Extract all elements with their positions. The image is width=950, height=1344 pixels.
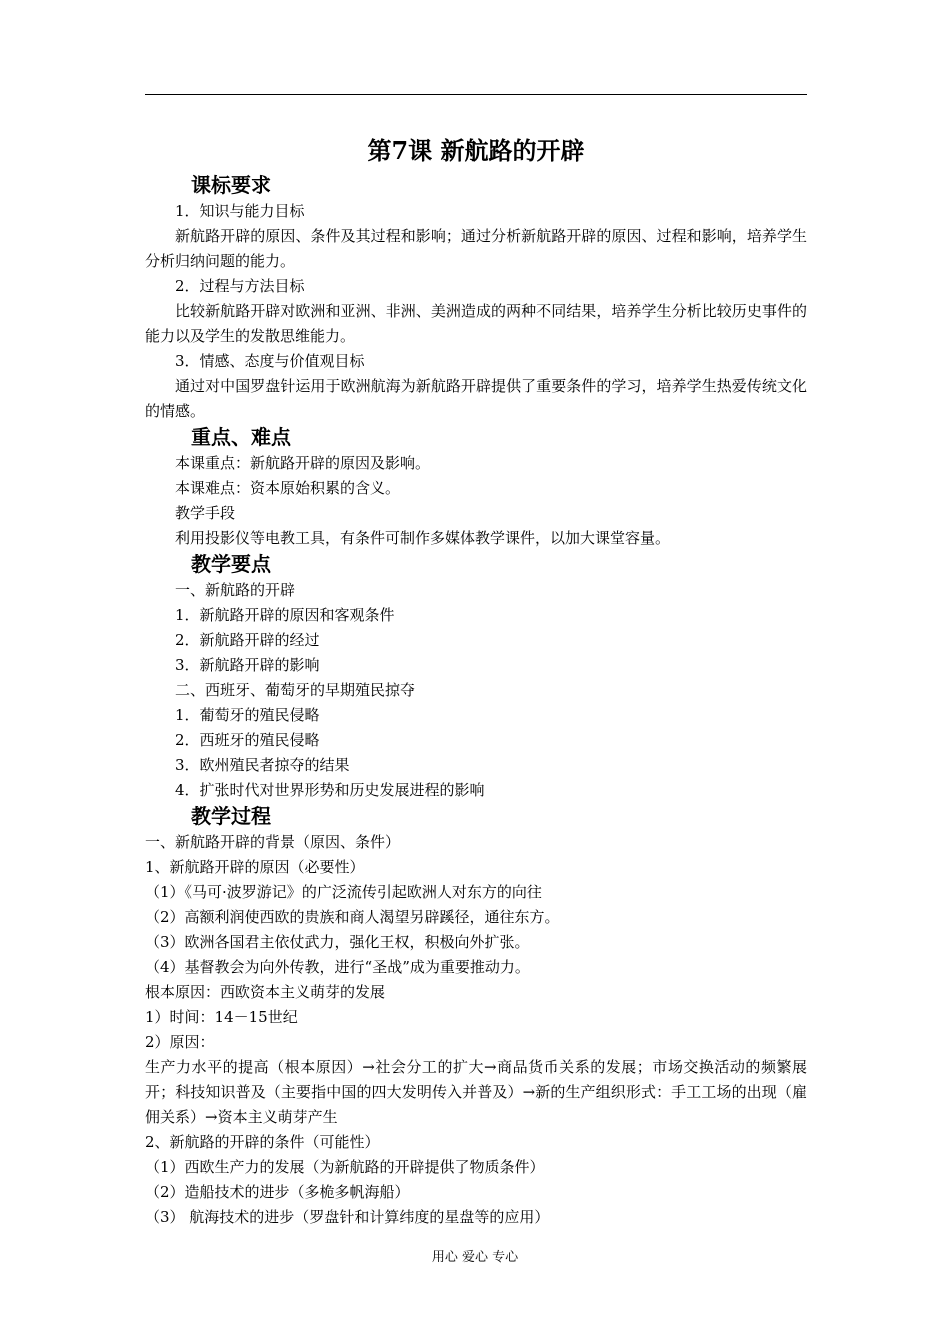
paragraph: 1、新航路开辟的原因（必要性） bbox=[145, 858, 365, 876]
paragraph: 利用投影仪等电教工具，有条件可制作多媒体教学课件，以加大课堂容量。 bbox=[175, 529, 671, 547]
paragraph: 通过对中国罗盘针运用于欧洲航海为新航路开辟提供了重要条件的学习，培养学生热爱传统文化的情感。 bbox=[145, 377, 807, 420]
paragraph: （2）造船技术的进步（多桅多帆海船） bbox=[145, 1183, 410, 1201]
header-rule bbox=[145, 94, 807, 95]
list-item: 1．新航路开辟的原因和客观条件 bbox=[175, 606, 395, 624]
paragraph: （3）欧洲各国君主依仗武力，强化王权，积极向外扩张。 bbox=[145, 933, 530, 951]
section-heading-yaodian: 教学要点 bbox=[191, 552, 271, 576]
paragraph: 2）原因： bbox=[145, 1033, 215, 1051]
section-heading-zhongdian: 重点、难点 bbox=[191, 425, 291, 449]
paragraph: 本课重点：新航路开辟的原因及影响。 bbox=[175, 454, 431, 472]
list-item: 3．新航路开辟的影响 bbox=[175, 656, 320, 674]
document-body bbox=[145, 130, 807, 1230]
list-item: 2．新航路开辟的经过 bbox=[175, 631, 320, 649]
paragraph: 1）时间：14－15世纪 bbox=[145, 1008, 298, 1026]
paragraph: 根本原因：西欧资本主义萌芽的发展 bbox=[145, 983, 386, 1001]
paragraph: 1．知识与能力目标 bbox=[175, 202, 305, 220]
paragraph: （4）基督教会为向外传教，进行“圣战”成为重要推动力。 bbox=[145, 958, 530, 976]
paragraph: 3．情感、态度与价值观目标 bbox=[175, 352, 365, 370]
paragraph: 本课难点：资本原始积累的含义。 bbox=[175, 479, 401, 497]
list-item: 1．葡萄牙的殖民侵略 bbox=[175, 706, 320, 724]
paragraph: 比较新航路开辟对欧洲和亚洲、非洲、美洲造成的两种不同结果，培养学生分析比较历史事件的能力以及学生的发散思维能力。 bbox=[145, 302, 807, 345]
paragraph: （2）高额利润使西欧的贵族和商人渴望另辟蹊径，通往东方。 bbox=[145, 908, 560, 926]
section-heading-kebiao: 课标要求 bbox=[191, 173, 271, 197]
paragraph: 教学手段 bbox=[175, 504, 236, 522]
paragraph: 2．过程与方法目标 bbox=[175, 277, 305, 295]
paragraph: 新航路开辟的原因、条件及其过程和影响；通过分析新航路开辟的原因、过程和影响，培养学生分析归纳问题的能力。 bbox=[145, 227, 807, 270]
paragraph: 生产力水平的提高（根本原因）→社会分工的扩大→商品货币关系的发展；市场交换活动的频繁展开；科技知识普及（主要指中国的四大发明传入并普及）→新的生产组织形式：手工工场的出现（雇佣关系）→资本主义萌芽产生 bbox=[145, 1058, 807, 1126]
paragraph: 一、新航路开辟的背景（原因、条件） bbox=[145, 833, 401, 851]
list-item: 3．欧州殖民者掠夺的结果 bbox=[175, 756, 350, 774]
paragraph: （1）《马可·波罗游记》的广泛流传引起欧洲人对东方的向往 bbox=[145, 883, 542, 901]
list-item: 二、西班牙、葡萄牙的早期殖民掠夺 bbox=[175, 681, 416, 699]
page-footer: 用心 爱心 专心 bbox=[431, 1250, 519, 1265]
paragraph: 2、新航路的开辟的条件（可能性） bbox=[145, 1133, 380, 1151]
paragraph: （1）西欧生产力的发展（为新航路的开辟提供了物质条件） bbox=[145, 1158, 545, 1176]
paragraph: （3） 航海技术的进步（罗盘针和计算纬度的星盘等的应用） bbox=[145, 1208, 550, 1226]
section-heading-guocheng: 教学过程 bbox=[191, 804, 271, 828]
list-item: 一、新航路的开辟 bbox=[175, 581, 296, 599]
list-item: 2．西班牙的殖民侵略 bbox=[175, 731, 320, 749]
page-title: 第7课 新航路的开辟 bbox=[367, 136, 585, 165]
list-item: 4．扩张时代对世界形势和历史发展进程的影响 bbox=[175, 781, 485, 799]
